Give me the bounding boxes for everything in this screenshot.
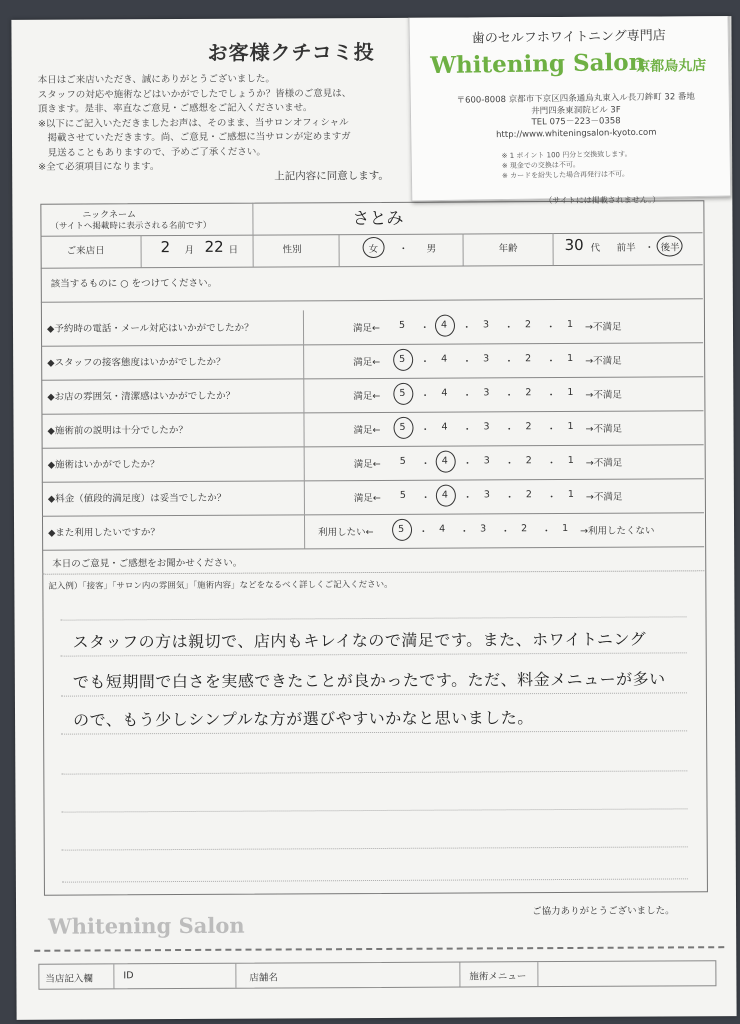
comment-example: 記入例）「接客」「サロン内の雰囲気」「施術内容」などをなるべく詳しくご記入ください。: [48, 579, 393, 592]
scale-dot: ・: [420, 458, 431, 470]
question-text: ◆施術はいかがでしたか？: [47, 459, 160, 471]
staff-id-label: ID: [123, 970, 134, 982]
instruction: 該当するものに ○ をつけてください。: [50, 277, 218, 290]
rating-option-4[interactable]: 4: [439, 523, 446, 535]
card-address-line: 井門四条東洞院ビル 3F: [531, 104, 621, 117]
scale-right-label: →不満足: [585, 457, 623, 469]
scale-dot: ・: [546, 458, 557, 470]
cut-line: [34, 946, 724, 952]
rating-option-4[interactable]: 4: [441, 489, 448, 501]
day-unit: 日: [228, 244, 239, 256]
rating-option-3[interactable]: 3: [483, 489, 490, 501]
scale-right-label: →不満足: [585, 491, 623, 503]
rating-option-1[interactable]: 1: [567, 420, 574, 432]
gender-female[interactable]: 女: [368, 243, 379, 256]
card-note: ※ 現金での交換は不可。: [501, 160, 580, 171]
card-phone: TEL 075－223－0358: [531, 116, 621, 128]
scale-dot: ・: [504, 390, 514, 402]
rating-option-2[interactable]: 2: [525, 387, 532, 399]
age-unit: 代: [590, 242, 601, 254]
nickname-sublabel: （サイトへ掲載時に表示される名前です）: [50, 220, 212, 232]
scale-dot: ・: [546, 390, 556, 402]
question-text: ◆料金（値段的満足度）は妥当でしたか？: [47, 492, 227, 505]
thanks-text: ご協力ありがとうございました。: [532, 905, 675, 918]
scale-dot: ・: [462, 356, 472, 368]
card-tagline: 歯のセルフホワイトニング専門店: [471, 28, 666, 47]
rating-option-2[interactable]: 2: [521, 523, 528, 535]
scale-dot: ・: [418, 526, 429, 538]
intro-line: 頂きます。是非、率直なご意見・ご感想をご記入くださいませ。: [37, 102, 313, 115]
scale-dot: ・: [462, 458, 473, 470]
scale-dot: ・: [504, 424, 515, 436]
rating-selected-circle: [393, 383, 413, 405]
rating-option-3[interactable]: 3: [483, 455, 490, 467]
scale-dot: ・: [420, 356, 430, 368]
comment-line[interactable]: スタッフの方は親切で、店内もキレイなので満足です。また、ホワイトニング: [72, 629, 647, 652]
rating-selected-circle: [392, 519, 412, 541]
gender-male[interactable]: 男: [426, 243, 437, 255]
rating-option-5[interactable]: 5: [399, 353, 406, 365]
scale-dot: ・: [462, 492, 473, 504]
scale-left-label: 利用したい←: [318, 527, 374, 539]
rating-option-4[interactable]: 4: [441, 353, 448, 365]
scale-right-label: →不満足: [584, 321, 622, 333]
rating-option-4[interactable]: 4: [441, 387, 448, 399]
rating-option-2[interactable]: 2: [525, 489, 532, 501]
scale-dot: ・: [546, 492, 557, 504]
staff-menu-label: 施術メニュー: [469, 971, 527, 983]
rating-option-5[interactable]: 5: [399, 387, 406, 399]
scale-dot: ・: [420, 492, 431, 504]
card-logo: Whitening Salon: [429, 48, 646, 80]
rating-option-5[interactable]: 5: [399, 489, 406, 501]
card-note: ※ カードを紛失した場合再発行は不可。: [501, 170, 630, 181]
card-address-line: 〒600-8008 京都市下京区四条通烏丸東入ル長刀鉾町 32 番地: [456, 92, 695, 106]
scale-dot: ・: [546, 424, 557, 436]
rating-option-1[interactable]: 1: [567, 386, 574, 398]
card-address: [441, 92, 712, 142]
rating-option-1[interactable]: 1: [567, 488, 574, 500]
rating-option-3[interactable]: 3: [483, 387, 490, 399]
age-circle: [657, 235, 683, 256]
gender-circle: [363, 237, 385, 258]
age-second-half[interactable]: 後半: [660, 242, 680, 254]
rating-selected-circle: [436, 451, 456, 473]
scale-left-label: 満足←: [353, 492, 381, 505]
intro-line: 掲載させていただきます。尚、ご意見・ご感想に当サロンが定めますガ: [37, 131, 351, 144]
survey-form: [11, 16, 736, 1020]
comment-line[interactable]: でも短期間で白さを実感できたことが良かったです。ただ、料金メニューが多い: [72, 669, 666, 692]
business-card: [408, 16, 731, 201]
scale-dot: ・: [504, 458, 515, 470]
age-label: 年齢: [498, 243, 518, 255]
visit-date-label: ご来店日: [66, 245, 105, 257]
rating-option-2[interactable]: 2: [524, 319, 532, 331]
intro-line: 見送ることもありますので、予めご了承ください。: [38, 146, 266, 159]
gender-label: 性別: [282, 244, 302, 256]
rating-option-3[interactable]: 3: [480, 523, 487, 535]
scale-dot: ・: [504, 492, 515, 504]
rating-selected-circle: [436, 485, 456, 507]
scale-dot: ・: [500, 526, 511, 538]
scale-dot: ・: [503, 322, 514, 334]
scale-right-label: →不満足: [585, 355, 622, 367]
scale-right-label: →不満足: [585, 423, 623, 435]
month-unit: 月: [184, 244, 195, 256]
intro-line: ※全て必須項目になります。: [38, 161, 160, 173]
scale-dot: ・: [419, 322, 430, 334]
intro-text: [38, 72, 439, 176]
card-url[interactable]: http://www.whiteningsalon-kyoto.com: [496, 127, 657, 140]
staff-store-label: 店舗名: [249, 972, 278, 984]
gender-sep: ・: [398, 243, 409, 255]
intro-line: ※以下にご記入いただきましたお声は、そのまま、当サロンオフィシャル: [37, 116, 349, 130]
card-notes: [502, 149, 632, 181]
rating-option-3[interactable]: 3: [482, 319, 490, 331]
age-value[interactable]: 30: [564, 235, 584, 254]
scale-dot: ・: [459, 526, 470, 538]
card-note: ※ 1 ポイント 100 円分と交換致します。: [501, 150, 632, 161]
form-title: お客様クチコミ投: [207, 39, 375, 65]
staff-row: [38, 960, 716, 990]
footer-logo: Whitening Salon: [48, 912, 245, 939]
age-sep: ・: [644, 242, 655, 254]
scale-left-label: 満足←: [353, 356, 381, 369]
rating-option-3[interactable]: 3: [483, 421, 490, 433]
question-text: ◆予約時の電話・メール対応はいかがでしたか？: [46, 322, 254, 335]
comment-line[interactable]: ので、もう少しシンプルな方が選びやすいかなと思いました。: [73, 708, 534, 730]
nickname-value[interactable]: さとみ: [352, 208, 404, 230]
rating-option-2[interactable]: 2: [525, 455, 532, 467]
scale-dot: ・: [461, 322, 472, 334]
card-store: 京都烏丸店: [636, 57, 707, 75]
visit-day[interactable]: 22: [204, 237, 224, 256]
rating-option-5[interactable]: 5: [398, 319, 406, 331]
scale-right-label: →利用したくない: [580, 525, 655, 537]
scale-left-label: 満足←: [353, 424, 381, 437]
question-text: ◆施術前の説明は十分でしたか？: [47, 424, 188, 437]
question-text: ◆スタッフの接客態度はいかがでしたか？: [47, 356, 226, 369]
rating-option-3[interactable]: 3: [483, 353, 490, 365]
rating-option-5[interactable]: 5: [399, 421, 406, 433]
nickname-label: ニックネーム: [82, 210, 137, 221]
scale-right-label: →不満足: [585, 389, 622, 401]
scale-dot: ・: [420, 424, 431, 436]
rating-option-1[interactable]: 1: [562, 522, 569, 535]
agree-text: 上記内容に同意します。: [274, 169, 389, 183]
rating-option-2[interactable]: 2: [525, 353, 532, 365]
rating-option-1[interactable]: 1: [567, 454, 574, 466]
intro-line: 本日はご来店いただき、誠にありがとうございました。: [37, 73, 275, 86]
scale-dot: ・: [546, 356, 556, 368]
scale-dot: ・: [462, 424, 473, 436]
scale-left-label: 満足←: [353, 390, 381, 403]
rating-option-5[interactable]: 5: [398, 523, 405, 535]
rating-option-2[interactable]: 2: [525, 421, 532, 433]
scale-left-label: 満足←: [352, 322, 381, 335]
rating-option-4[interactable]: 4: [440, 319, 448, 331]
scale-dot: ・: [541, 526, 552, 538]
hidden-tail: （サイトには掲載されません。）: [544, 195, 661, 206]
rating-option-1[interactable]: 1: [567, 352, 574, 364]
comment-label: 本日のご意見・ご感想をお聞かせください。: [52, 557, 243, 570]
rating-option-4[interactable]: 4: [441, 455, 448, 467]
scale-left-label: 満足←: [353, 458, 381, 471]
rating-option-4[interactable]: 4: [441, 421, 448, 433]
intro-line: スタッフの対応や施術などはいかがでしたでしょうか？皆様のご意見は、: [37, 87, 352, 101]
scale-dot: ・: [504, 356, 514, 368]
scale-dot: ・: [420, 390, 430, 402]
scale-dot: ・: [462, 390, 472, 402]
scale-dot: ・: [545, 322, 556, 334]
rating-selected-circle: [393, 349, 413, 371]
question-text: ◆お店の雰囲気・清潔感はいかがでしたか？: [47, 390, 236, 403]
rating-option-1[interactable]: 1: [566, 318, 574, 330]
question-text: ◆また利用したいですか？: [48, 527, 160, 539]
rating-selected-circle: [435, 315, 455, 337]
age-first-half[interactable]: 前半: [616, 242, 636, 254]
visit-month[interactable]: 2: [160, 238, 171, 257]
rating-option-5[interactable]: 5: [399, 455, 406, 467]
staff-label: 当店記入欄: [45, 973, 93, 985]
rating-selected-circle: [393, 417, 413, 439]
